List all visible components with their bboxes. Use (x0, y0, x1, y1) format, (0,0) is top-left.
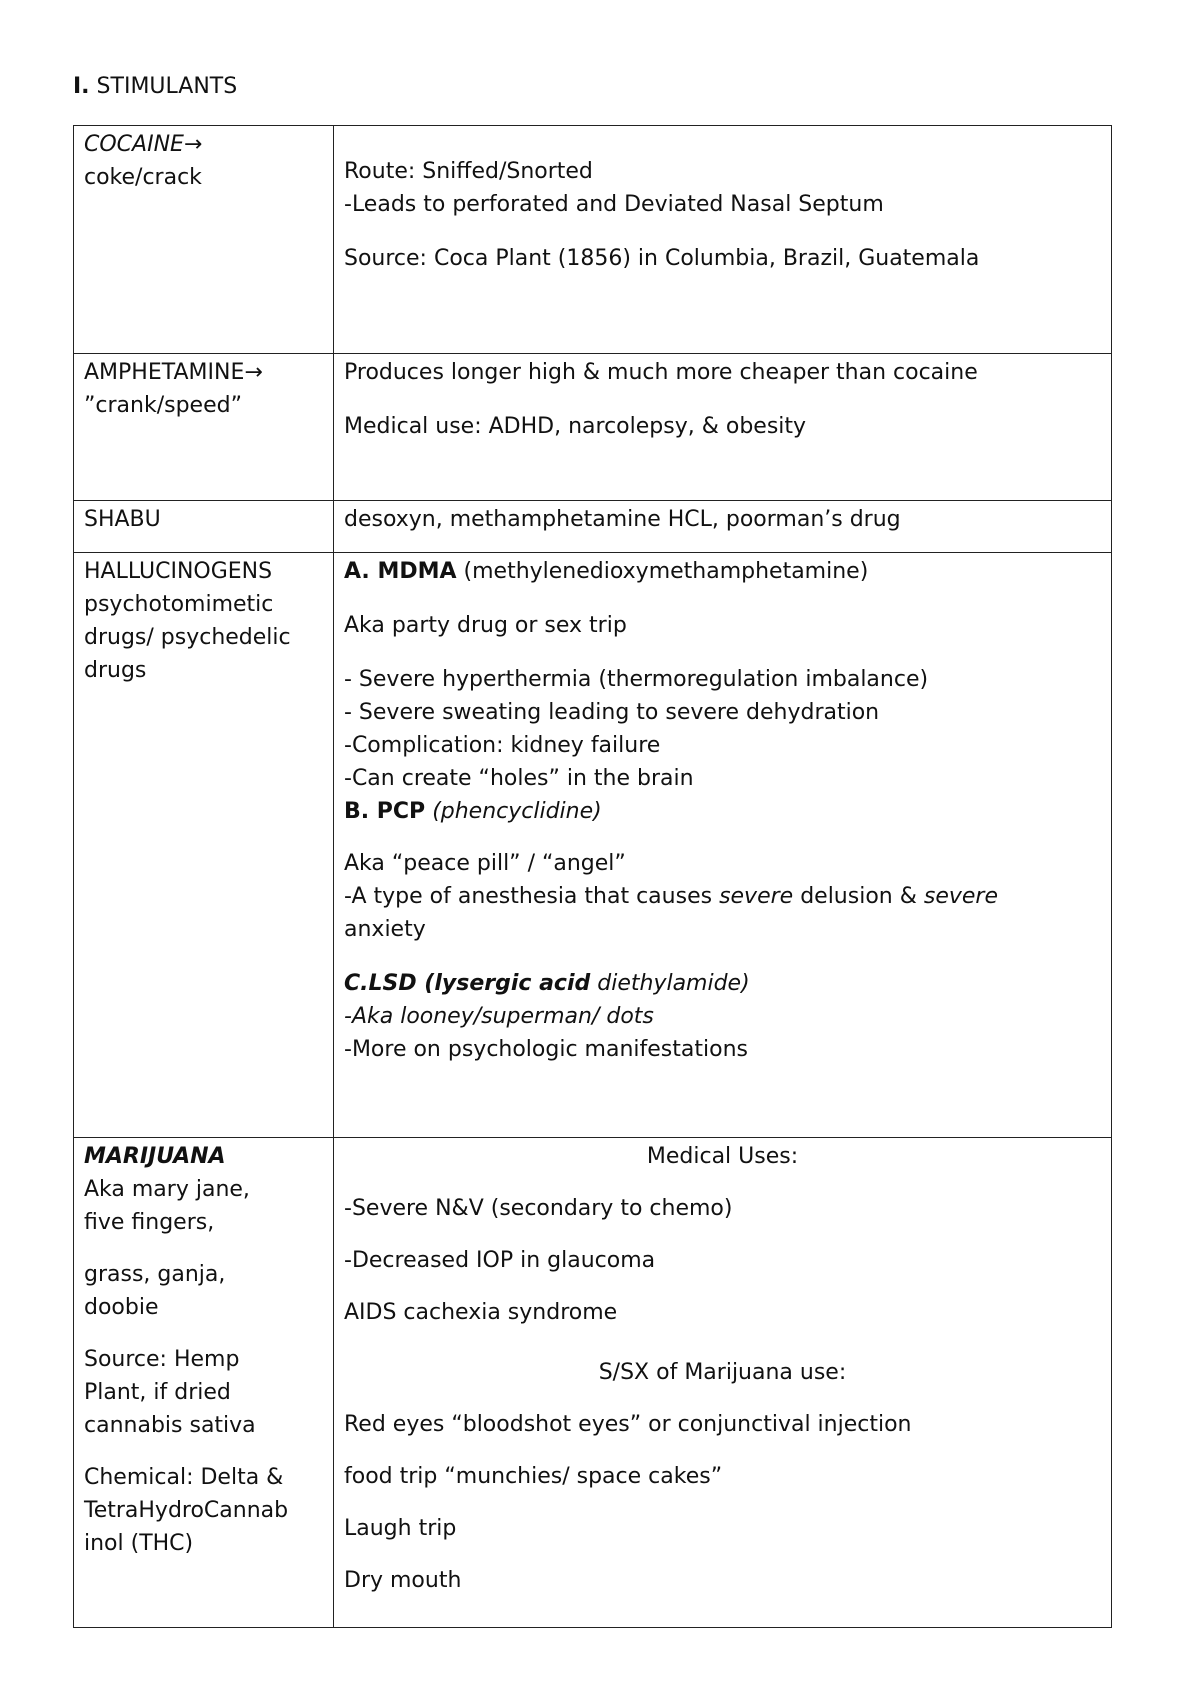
marijuana-source-line: Source: Hemp (84, 1347, 240, 1372)
marijuana-source-line: Plant, if dried (84, 1380, 231, 1405)
heading-numeral: I. (73, 74, 90, 99)
cocaine-alias: coke/crack (84, 165, 202, 190)
marijuana-medical-use: -Decreased IOP in glaucoma (344, 1248, 656, 1273)
mdma-label: A. MDMA (344, 559, 457, 584)
table-row-shabu (74, 501, 1112, 553)
cocaine-source: Source: Coca Plant (1856) in Columbia, Brazil, Guatemala (344, 246, 980, 271)
pcp-effect-mid: delusion & (793, 884, 924, 909)
hallucinogens-desc-cell (334, 553, 1112, 1138)
cocaine-name-cell (74, 126, 334, 354)
pcp-severe-1: severe (719, 884, 794, 909)
marijuana-name-cell (74, 1138, 334, 1628)
lsd-aka: -Aka looney/superman/ dots (344, 1004, 654, 1029)
amphetamine-desc-cell (334, 354, 1112, 501)
hallucinogens-name-cell (74, 553, 334, 1138)
hallucinogens-name-line: HALLUCINOGENS (84, 559, 273, 584)
lsd-title (344, 967, 1101, 1000)
cocaine-name: COCAINE→ (84, 132, 203, 157)
table-row-marijuana (74, 1138, 1112, 1628)
mdma-full: (methylenedioxymethamphetamine) (456, 559, 869, 584)
pcp-label: B. PCP (344, 799, 426, 824)
amphetamine-note: Produces longer high & much more cheaper than cocaine (344, 360, 978, 385)
mdma-effect: -Can create “holes” in the brain (344, 766, 694, 791)
hallucinogens-name-line: psychotomimetic (84, 592, 274, 617)
marijuana-medical-heading: Medical Uses: (646, 1144, 799, 1169)
pcp-title (344, 795, 1101, 828)
heading-title: STIMULANTS (96, 74, 238, 99)
lsd-effect: -More on psychologic manifestations (344, 1037, 748, 1062)
lsd-label: C.LSD (lysergic acid (344, 971, 591, 996)
marijuana-sign: Laugh trip (344, 1516, 457, 1541)
mdma-effect: - Severe hyperthermia (thermoregulation imbalance) (344, 667, 929, 692)
hallucinogens-name-line: drugs/ psychedelic (84, 625, 291, 650)
marijuana-chemical-line: Chemical: Delta & (84, 1465, 284, 1490)
pcp-effect-start: -A type of anesthesia that causes (344, 884, 720, 909)
shabu-desc: desoxyn, methamphetamine HCL, poorman’s drug (344, 507, 901, 532)
drug-table (73, 125, 1112, 1628)
amphetamine-alias: ”crank/speed” (84, 393, 242, 418)
pcp-effect-end: anxiety (344, 917, 426, 942)
mdma-aka: Aka party drug or sex trip (344, 613, 627, 638)
pcp-aka: Aka “peace pill” / “angel” (344, 851, 626, 876)
shabu-name: SHABU (84, 507, 161, 532)
marijuana-sign: Red eyes “bloodshot eyes” or conjunctival injection (344, 1412, 912, 1437)
mdma-effect: - Severe sweating leading to severe dehydration (344, 700, 880, 725)
marijuana-name: MARIJUANA (84, 1144, 226, 1169)
marijuana-aka-line: five fingers, (84, 1210, 215, 1235)
marijuana-aka2-line: grass, ganja, (84, 1262, 226, 1287)
cocaine-route: Route: Sniffed/Snorted (344, 159, 593, 184)
pcp-severe-2: severe (923, 884, 999, 909)
marijuana-chemical-line: inol (THC) (84, 1531, 194, 1556)
cocaine-effect: -Leads to perforated and Deviated Nasal Septum (344, 192, 884, 217)
cocaine-desc-cell (334, 126, 1112, 354)
shabu-desc-cell (334, 501, 1112, 553)
marijuana-aka2-line: doobie (84, 1295, 159, 1320)
marijuana-aka-line: Aka mary jane, (84, 1177, 250, 1202)
marijuana-source-line: cannabis sativa (84, 1413, 256, 1438)
marijuana-medical-use: -Severe N&V (secondary to chemo) (344, 1196, 733, 1221)
amphetamine-name-cell (74, 354, 334, 501)
pcp-effect (344, 880, 1101, 913)
marijuana-desc-cell (334, 1138, 1112, 1628)
shabu-name-cell (74, 501, 334, 553)
pcp-full: (phencyclidine) (432, 799, 602, 824)
amphetamine-medical: Medical use: ADHD, narcolepsy, & obesity (344, 414, 807, 439)
table-row-hallucinogens (74, 553, 1112, 1138)
page-heading (73, 72, 237, 102)
lsd-full: diethylamide) (590, 971, 750, 996)
amphetamine-name: AMPHETAMINE→ (84, 360, 263, 385)
hallucinogens-name-line: drugs (84, 658, 147, 683)
marijuana-chemical-line: TetraHydroCannab (84, 1498, 289, 1523)
marijuana-sign: food trip “munchies/ space cakes” (344, 1464, 723, 1489)
marijuana-medical-use: AIDS cachexia syndrome (344, 1300, 618, 1325)
mdma-effect: -Complication: kidney failure (344, 733, 661, 758)
marijuana-sign: Dry mouth (344, 1568, 462, 1593)
table-row-cocaine (74, 126, 1112, 354)
mdma-title (344, 555, 1101, 588)
table-row-amphetamine (74, 354, 1112, 501)
marijuana-signs-heading: S/SX of Marijuana use: (598, 1360, 847, 1385)
